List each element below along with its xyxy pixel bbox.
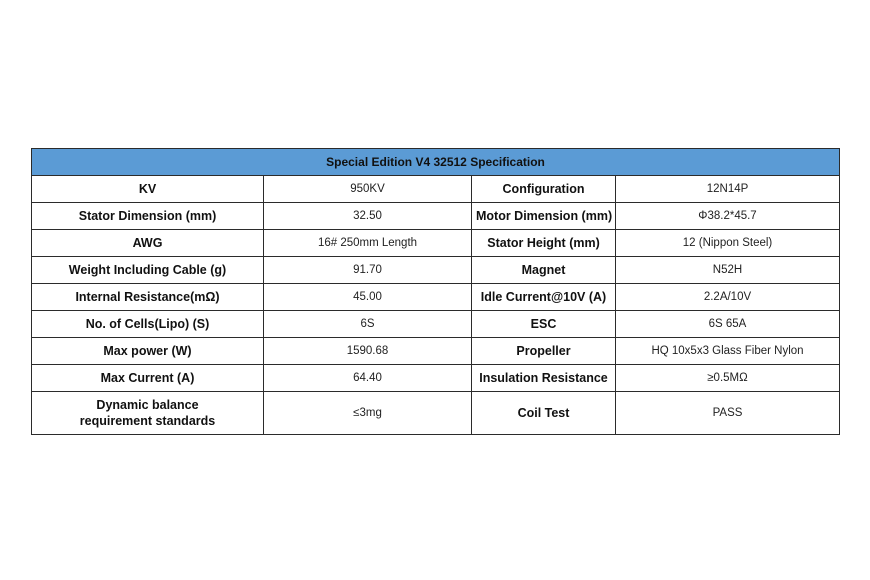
spec-value: 950KV bbox=[264, 176, 472, 203]
spec-value: 6S 65A bbox=[616, 311, 840, 338]
spec-value: Φ38.2*45.7 bbox=[616, 203, 840, 230]
spec-label: Motor Dimension (mm) bbox=[472, 203, 616, 230]
spec-value: 2.2A/10V bbox=[616, 284, 840, 311]
table-row bbox=[32, 257, 840, 284]
table-row bbox=[32, 203, 840, 230]
specification-table bbox=[31, 148, 840, 435]
table-row bbox=[32, 176, 840, 203]
spec-label: Configuration bbox=[472, 176, 616, 203]
spec-value: HQ 10x5x3 Glass Fiber Nylon bbox=[616, 338, 840, 365]
table-row bbox=[32, 338, 840, 365]
spec-value: N52H bbox=[616, 257, 840, 284]
spec-value: 16# 250mm Length bbox=[264, 230, 472, 257]
spec-value: 12 (Nippon Steel) bbox=[616, 230, 840, 257]
spec-label: KV bbox=[32, 176, 264, 203]
spec-value: 32.50 bbox=[264, 203, 472, 230]
spec-label: Idle Current@10V (A) bbox=[472, 284, 616, 311]
spec-label: Coil Test bbox=[472, 392, 616, 435]
spec-label: Internal Resistance(mΩ) bbox=[32, 284, 264, 311]
spec-label: Stator Height (mm) bbox=[472, 230, 616, 257]
spec-label: Insulation Resistance bbox=[472, 365, 616, 392]
spec-label: Stator Dimension (mm) bbox=[32, 203, 264, 230]
spec-label: ESC bbox=[472, 311, 616, 338]
spec-label: Max Current (A) bbox=[32, 365, 264, 392]
spec-value: 64.40 bbox=[264, 365, 472, 392]
spec-label bbox=[32, 392, 264, 435]
spec-value: 91.70 bbox=[264, 257, 472, 284]
spec-label: Weight Including Cable (g) bbox=[32, 257, 264, 284]
table-row bbox=[32, 311, 840, 338]
spec-label: No. of Cells(Lipo) (S) bbox=[32, 311, 264, 338]
table-title-row bbox=[32, 149, 840, 176]
spec-label-line: Dynamic balance bbox=[96, 398, 199, 412]
spec-value: PASS bbox=[616, 392, 840, 435]
spec-value: 6S bbox=[264, 311, 472, 338]
spec-value: 12N14P bbox=[616, 176, 840, 203]
table-title: Special Edition V4 32512 Specification bbox=[32, 149, 840, 176]
spec-label: AWG bbox=[32, 230, 264, 257]
table-row bbox=[32, 230, 840, 257]
spec-label-line: requirement standards bbox=[79, 414, 216, 428]
spec-value: ≥0.5MΩ bbox=[616, 365, 840, 392]
spec-value: ≤3mg bbox=[264, 392, 472, 435]
table-row bbox=[32, 284, 840, 311]
spec-label: Magnet bbox=[472, 257, 616, 284]
table-row bbox=[32, 365, 840, 392]
spec-value: 45.00 bbox=[264, 284, 472, 311]
spec-value: 1590.68 bbox=[264, 338, 472, 365]
spec-label: Propeller bbox=[472, 338, 616, 365]
spec-label: Max power (W) bbox=[32, 338, 264, 365]
table-row bbox=[32, 392, 840, 435]
